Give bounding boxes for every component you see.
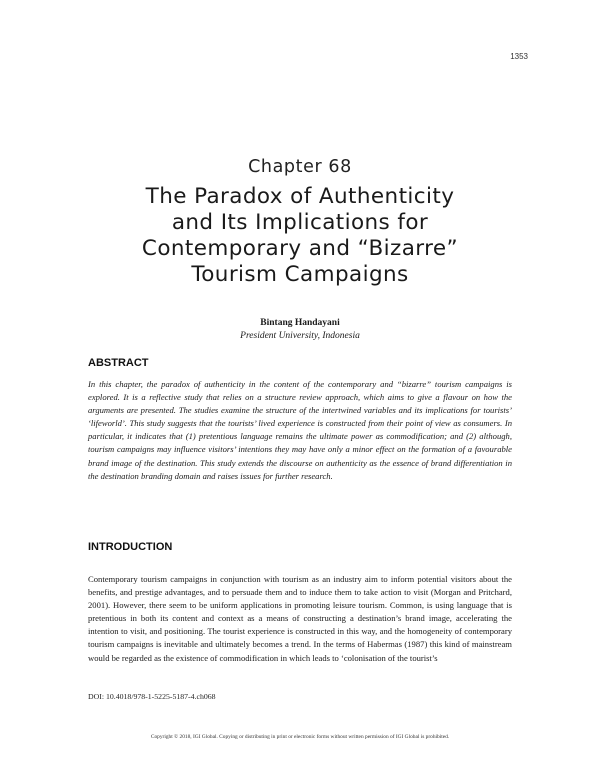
doi: DOI: 10.4018/978-1-5225-5187-4.ch068 [88, 692, 216, 701]
page-number: 1353 [510, 52, 528, 61]
chapter-title-line: Tourism Campaigns [191, 262, 409, 287]
introduction-heading: INTRODUCTION [88, 541, 173, 553]
author-affiliation: President University, Indonesia [240, 331, 360, 341]
chapter-title-line: and Its Implications for [171, 210, 429, 235]
abstract-heading: ABSTRACT [88, 357, 149, 369]
copyright-notice: Copyright © 2018, IGI Global. Copying or distributing in print or electronic forms without written permission of IGI Global is prohibited. [150, 734, 450, 740]
chapter-title-line: The Paradox of Authenticity [145, 184, 455, 209]
abstract-text: In this chapter, the paradox of authenticity in the content of the contemporary and “bizarre” tourism campaigns is explored. It is a reflective study that relies on a structure review approach, which aims to give a flavour on how the arguments are presented. The studies examine the structure of the intertwined variables and its implications for tourists’ ‘lifeworld’. This study suggests that the tourists’ lived experience is constructed from their point of view as consumers. In particular, it indicates that (1) pretentious language remains the ultimate power as commodification; and (2) although, tourism campaigns may influence visitors’ intentions they may have only a minor effect on the formation of a favourable brand image of the destination. This study extends the discourse on authenticity as the essence of brand differentiation in the destination branding domain and raises issues for further research. [88, 379, 512, 481]
chapter-label: Chapter 68 [248, 157, 352, 177]
introduction-text: Contemporary tourism campaigns in conjunction with tourism as an industry aim to inform potential visitors about the benefits, and prestige advantages, and to persuade them and to induce them to take action to visit (Morgan and Pritchard, 2001). However, there seem to be uniform applications in promoting leisure tourism. Common, is using language that is pretentious in both its content and context as a means of constructing a destination’s brand image, accelerating the intention to visit, and positioning. The tourist experience is constructed in this way, and the homogeneity of contemporary tourism campaigns is inevitable and ultimately becomes a trend. In the terms of Habermas (1987) this kind of mainstream would be regarded as the existence of commodification in which leads to ‘colonisation of the tourist’s [88, 574, 512, 663]
chapter-title [40, 184, 560, 288]
author-name: Bintang Handayani [260, 318, 340, 328]
chapter-title-line: Contemporary and “Bizarre” [141, 236, 459, 261]
